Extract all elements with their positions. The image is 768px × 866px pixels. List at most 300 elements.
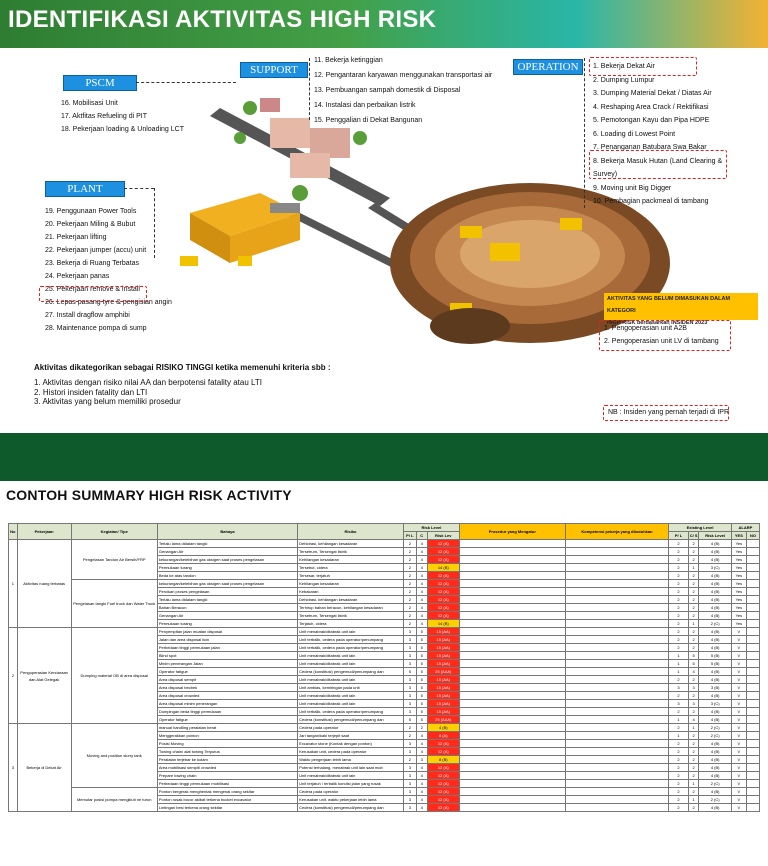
cell-prosedur: [459, 676, 565, 684]
cell-alarp-yes: Yes: [731, 540, 746, 548]
cell-kompetensi: [565, 804, 669, 812]
cell-kompetensi: [565, 764, 669, 772]
cell-prosedur: [459, 700, 565, 708]
connector-line: [124, 188, 154, 189]
page-title: IDENTIFIKASI AKTIVITAS HIGH RISK: [8, 6, 437, 33]
cell-kegiatan: Dumping material OB di area disposal: [71, 628, 157, 724]
cell-pl2: 2: [669, 780, 688, 788]
cell-kompetensi: [565, 700, 669, 708]
cell-c2: 1: [688, 796, 699, 804]
col-kompetensi: Kompetensi pekerja yang dibutuhkan: [565, 524, 669, 540]
cell-risk-level2: 4 (B): [699, 756, 731, 764]
cell-risiko: Unit menabrak/ditabrak unit lain: [298, 772, 404, 780]
list-item: 15. Penggalian di Dekat Bangunan: [314, 117, 423, 124]
cell-bahaya: Terlalu lama didalam tangki: [157, 540, 297, 548]
cell-risk-level2: 4 (B): [699, 676, 731, 684]
cell-pl2: 2: [669, 636, 688, 644]
cell-bahaya: Prepare towing chain: [157, 772, 297, 780]
cell-c: 4: [416, 564, 427, 572]
cell-risk-level: 12 (A): [427, 748, 459, 756]
cell-alarp-yes: V: [731, 644, 746, 652]
col-rl: Risk Lev: [427, 532, 459, 540]
cell-kompetensi: [565, 756, 669, 764]
cell-pl: 2: [403, 548, 416, 556]
cell-alarp-no: [746, 548, 759, 556]
cell-pl: 3: [403, 748, 416, 756]
cell-alarp-yes: V: [731, 764, 746, 772]
cell-c: 4: [416, 740, 427, 748]
cell-alarp-yes: Yes: [731, 580, 746, 588]
cell-risk-level2: 4 (B): [699, 580, 731, 588]
cell-bahaya: Area disposal becbek: [157, 684, 297, 692]
cell-risk-level: 14 (B): [427, 620, 459, 628]
cell-prosedur: [459, 636, 565, 644]
list-item: 20. Pekerjaan Miling & Bubut: [45, 221, 136, 228]
cell-alarp-yes: V: [731, 636, 746, 644]
cell-alarp-yes: V: [731, 740, 746, 748]
cell-bahaya: Menggerakkan ponton: [157, 732, 297, 740]
cell-c2: 1: [688, 780, 699, 788]
cell-risk-level: 8 (B): [427, 756, 459, 764]
list-item: 3. Dumping Material Dekat / Diatas Air: [593, 90, 712, 97]
cell-alarp-no: [746, 564, 759, 572]
cell-pl: 3: [403, 660, 416, 668]
cell-kompetensi: [565, 644, 669, 652]
cell-kompetensi: [565, 652, 669, 660]
cell-risk-level2: 4 (B): [699, 764, 731, 772]
cell-risk-level: 15 (AA): [427, 636, 459, 644]
cell-kegiatan: Moving and position slurry tank: [71, 724, 157, 788]
cell-kompetensi: [565, 796, 669, 804]
cell-risk-level: 12 (A): [427, 540, 459, 548]
cell-risiko: Cedera pada operator: [298, 724, 404, 732]
cell-risk-level2: 4 (B): [699, 588, 731, 596]
cell-c2: 2: [688, 740, 699, 748]
cell-risk-level2: 3 (B): [699, 684, 731, 692]
cell-kompetensi: [565, 724, 669, 732]
cell-c2: 2: [688, 756, 699, 764]
cell-risk-level: 12 (A): [427, 604, 459, 612]
cell-c: 4: [416, 580, 427, 588]
cell-c: 5: [416, 692, 427, 700]
cell-c2: 2: [688, 644, 699, 652]
cell-alarp-no: [746, 628, 759, 636]
cell-pl: 3: [403, 628, 416, 636]
cell-alarp-yes: Yes: [731, 620, 746, 628]
table-row: [9, 724, 760, 732]
cell-bahaya: manual handling peralatan berat: [157, 724, 297, 732]
cell-c: 4: [416, 732, 427, 740]
cell-risiko: Cedera (konstitusi) pengemudi/penumpang dan: [298, 716, 404, 724]
cell-kompetensi: [565, 604, 669, 612]
cell-alarp-yes: V: [731, 708, 746, 716]
cell-pl: 3: [403, 796, 416, 804]
cell-bahaya: Area disposal sempit: [157, 676, 297, 684]
cell-bahaya: Ponton rusak bocor akibat terkena bucket excavator: [157, 796, 297, 804]
cell-kompetensi: [565, 780, 669, 788]
cell-bahaya: kekurangan/kelebihan gas oksigen saat proses pengelasan: [157, 580, 297, 588]
cell-c2: 2: [688, 596, 699, 604]
cell-c: 4: [416, 588, 427, 596]
cell-pl2: 2: [669, 708, 688, 716]
cell-pekerjaan: Pengoperasian Kendaraan dan Alat Gelegak: [17, 628, 71, 724]
cell-alarp-no: [746, 556, 759, 564]
cell-risk-level2: 2 (C): [699, 796, 731, 804]
cell-c2: 2: [688, 748, 699, 756]
cell-alarp-no: [746, 708, 759, 716]
cell-alarp-yes: Yes: [731, 548, 746, 556]
list-item: 10. Pembagian packmeal di tambang: [593, 198, 709, 205]
cell-alarp-yes: V: [731, 732, 746, 740]
cell-risiko: Kebakaran: [298, 588, 404, 596]
cell-alarp-no: [746, 612, 759, 620]
cell-alarp-yes: V: [731, 652, 746, 660]
cell-pl2: 2: [669, 804, 688, 812]
cell-pl: 5: [403, 716, 416, 724]
cell-prosedur: [459, 668, 565, 676]
cell-kompetensi: [565, 596, 669, 604]
cell-bahaya: Blind spot: [157, 652, 297, 660]
cell-alarp-yes: V: [731, 780, 746, 788]
cell-c: 4: [416, 540, 427, 548]
cell-risk-level2: 4 (B): [699, 604, 731, 612]
cell-risk-level: 15 (AA): [427, 684, 459, 692]
cell-c: 5: [416, 628, 427, 636]
cell-kompetensi: [565, 628, 669, 636]
cell-bahaya: Posisi Moving: [157, 740, 297, 748]
cell-risk-level2: 2 (C): [699, 780, 731, 788]
cell-alarp-yes: Yes: [731, 612, 746, 620]
cell-kompetensi: [565, 572, 669, 580]
cell-alarp-no: [746, 732, 759, 740]
cell-kompetensi: [565, 740, 669, 748]
cell-kompetensi: [565, 620, 669, 628]
list-item: 23. Bekerja di Ruang Terbatas: [45, 260, 140, 267]
cell-kompetensi: [565, 580, 669, 588]
cell-risk-level: 12 (A): [427, 556, 459, 564]
cell-alarp-no: [746, 596, 759, 604]
list-item: 22. Pekerjaan jumper (accu) unit: [45, 247, 147, 254]
cell-risk-level: 15 (AA): [427, 708, 459, 716]
cell-bahaya: Terlalu lama didalam tangki: [157, 596, 297, 604]
cell-kompetensi: [565, 692, 669, 700]
cell-pl: 3: [403, 780, 416, 788]
connector-line: [309, 58, 310, 120]
cell-pl2: 2: [669, 612, 688, 620]
cell-prosedur: [459, 804, 565, 812]
cell-c2: 2: [688, 764, 699, 772]
cell-bahaya: Area disposal crowded: [157, 692, 297, 700]
cell-kompetensi: [565, 684, 669, 692]
highlight-box: [589, 57, 697, 76]
cell-prosedur: [459, 748, 565, 756]
cell-alarp-yes: V: [731, 692, 746, 700]
cell-risk-level: 15 (AA): [427, 700, 459, 708]
cell-c: 4: [416, 780, 427, 788]
cell-pl2: 3: [669, 700, 688, 708]
cell-alarp-yes: Yes: [731, 588, 746, 596]
cell-alarp-yes: V: [731, 796, 746, 804]
cell-c2: 2: [688, 612, 699, 620]
cell-pl: 3: [403, 676, 416, 684]
cell-risiko: Terjatuh, cidera: [298, 620, 404, 628]
cell-risiko: Terhirup bahan beracun, kehilangan kesadaran: [298, 604, 404, 612]
cell-pl: 2: [403, 588, 416, 596]
list-item: 8. Bekerja Masuk Hutan (Land Clearing &: [593, 157, 723, 165]
cell-risiko: Cedera (konstitusi) pengemudi/penumpang dan: [298, 804, 404, 812]
cell-c2: 2: [688, 604, 699, 612]
cell-c2: 2: [688, 732, 699, 740]
cell-bahaya: Dumpingan beda tinggi permukaan: [157, 708, 297, 716]
cell-risiko: Kehilangan kesadaran: [298, 580, 404, 588]
cell-pl2: 2: [669, 556, 688, 564]
cell-risk-level: 12 (A): [427, 548, 459, 556]
cell-pl: 3: [403, 652, 416, 660]
cell-prosedur: [459, 716, 565, 724]
cell-risk-level2: 4 (B): [699, 612, 731, 620]
support-label: SUPPORT: [240, 62, 308, 78]
cell-pl: 2: [403, 556, 416, 564]
cell-kompetensi: [565, 676, 669, 684]
cell-alarp-yes: V: [731, 628, 746, 636]
cell-c2: 2: [688, 636, 699, 644]
criteria-list: [34, 378, 262, 407]
cell-alarp-no: [746, 692, 759, 700]
cell-c: 4: [416, 604, 427, 612]
cell-pl: 2: [403, 612, 416, 620]
cell-alarp-yes: Yes: [731, 556, 746, 564]
cell-prosedur: [459, 596, 565, 604]
col-yes: YES: [731, 532, 746, 540]
cell-risk-level2: 4 (B): [699, 692, 731, 700]
section-divider: [0, 433, 768, 481]
cell-pl: 2: [403, 756, 416, 764]
cell-c2: 1: [688, 724, 699, 732]
cell-prosedur: [459, 732, 565, 740]
cell-alarp-yes: V: [731, 676, 746, 684]
cell-c: 5: [416, 700, 427, 708]
cell-risiko: Unit terjatuh / terbalik kondisi jalan yang rusak: [298, 780, 404, 788]
cell-c2: 2: [688, 540, 699, 548]
cell-risk-level2: 4 (B): [699, 628, 731, 636]
cell-pl: 2: [403, 596, 416, 604]
cell-pl2: 1: [669, 716, 688, 724]
cell-risk-level: 15 (AA): [427, 644, 459, 652]
cell-c: 4: [416, 788, 427, 796]
cell-pl: 2: [403, 580, 416, 588]
list-item: 3. Aktivitas yang belum memiliki prosedur: [34, 397, 181, 406]
cell-pl: 2: [403, 540, 416, 548]
cell-pl2: 2: [669, 724, 688, 732]
cell-risk-level: 12 (A): [427, 588, 459, 596]
cell-prosedur: [459, 588, 565, 596]
cell-pl: 3: [403, 764, 416, 772]
cell-risk-level: 8 (A): [427, 732, 459, 740]
cell-risiko: Jari tangan/kaki terjepit saat: [298, 732, 404, 740]
summary-title: CONTOH SUMMARY HIGH RISK ACTIVITY: [6, 487, 292, 503]
high-risk-table: [8, 523, 760, 810]
cell-pl2: 2: [669, 748, 688, 756]
cell-alarp-no: [746, 676, 759, 684]
cell-prosedur: [459, 644, 565, 652]
cell-risiko: Unit menabrak/ditabrak unit lain: [298, 652, 404, 660]
cell-bahaya: kekurangan/kelebihan gas oksigen saat proses pengelasan: [157, 556, 297, 564]
cell-pl2: 2: [669, 796, 688, 804]
cell-prosedur: [459, 708, 565, 716]
cell-c2: 5: [688, 652, 699, 660]
col-alarp: ALARP: [731, 524, 759, 532]
cell-no: 3: [9, 724, 18, 812]
cell-alarp-no: [746, 636, 759, 644]
cell-kompetensi: [565, 556, 669, 564]
cell-pl: 3: [403, 740, 416, 748]
cell-bahaya: Perbedaan tinggi permukaan mobilisasi: [157, 780, 297, 788]
cell-pl2: 1: [669, 660, 688, 668]
plant-list: [45, 205, 172, 335]
list-item: 1. Bekerja Dekat Air: [593, 63, 655, 70]
cell-c: 5: [416, 708, 427, 716]
cell-c2: 2: [688, 772, 699, 780]
cell-risiko: Unit menabrak/ditabrak unit lain: [298, 676, 404, 684]
cell-risk-level2: 4 (B): [699, 548, 731, 556]
list-item: 25. Pekerjaan remove & install: [45, 286, 140, 293]
pscm-label: PSCM: [63, 75, 137, 91]
cell-alarp-yes: V: [731, 772, 746, 780]
cell-risiko: Tersebut, cidera: [298, 564, 404, 572]
cell-alarp-no: [746, 700, 759, 708]
cell-bahaya: Bahan Beracun: [157, 604, 297, 612]
cell-pl: 2: [403, 620, 416, 628]
cell-no: 2: [9, 628, 18, 724]
cell-alarp-yes: V: [731, 700, 746, 708]
cell-alarp-no: [746, 588, 759, 596]
cell-prosedur: [459, 556, 565, 564]
cell-c: 4: [416, 796, 427, 804]
cell-c: 4: [416, 556, 427, 564]
cell-c: 5: [416, 660, 427, 668]
cell-risiko: Unit menabrak/ditabrak unit lain: [298, 692, 404, 700]
cell-c: 4: [416, 772, 427, 780]
highlight-box: [39, 286, 147, 302]
cell-risiko: Tersetrum, Tersengat listrik: [298, 612, 404, 620]
list-item: 2. Histori insiden fatality dan LTI: [34, 387, 148, 397]
cell-pl: 3: [403, 684, 416, 692]
cell-risk-level: 12 (A): [427, 740, 459, 748]
cell-pl: 2: [403, 572, 416, 580]
cell-risk-level2: 4 (B): [699, 644, 731, 652]
cell-pl2: 2: [669, 692, 688, 700]
list-item: Survey): [593, 171, 618, 178]
cell-risk-level: 15 (AA): [427, 660, 459, 668]
cell-prosedur: [459, 564, 565, 572]
cell-risk-level2: 2 (C): [699, 732, 731, 740]
cell-kompetensi: [565, 660, 669, 668]
cell-alarp-no: [746, 660, 759, 668]
cell-risk-level: 12 (A): [427, 596, 459, 604]
cell-pl2: 2: [669, 620, 688, 628]
cell-bahaya: Beda ke atas tandon: [157, 572, 297, 580]
cell-c2: 2: [688, 628, 699, 636]
cell-pl2: 2: [669, 548, 688, 556]
cell-risiko: Tersesar, terjatuh: [298, 572, 404, 580]
cell-risk-level2: 5 (B): [699, 652, 731, 660]
cell-c: 4: [416, 748, 427, 756]
cell-prosedur: [459, 572, 565, 580]
cell-prosedur: [459, 724, 565, 732]
cell-alarp-no: [746, 716, 759, 724]
list-item: 5. Pemotongan Kayu dan Pipa HDPE: [593, 117, 710, 124]
cell-c: 5: [416, 676, 427, 684]
cell-bahaya: Genangan Air: [157, 612, 297, 620]
cell-pl2: 1: [669, 668, 688, 676]
cell-bahaya: Penyempitan jalan muatan disposal: [157, 628, 297, 636]
cell-risk-level2: 4 (B): [699, 708, 731, 716]
cell-risk-level2: 4 (B): [699, 668, 731, 676]
cell-bahaya: Peralatan terjebar ke kolam: [157, 756, 297, 764]
cell-prosedur: [459, 692, 565, 700]
cell-pl: 3: [403, 644, 416, 652]
cell-alarp-yes: V: [731, 668, 746, 676]
cell-pl2: 2: [669, 572, 688, 580]
cell-risiko: Unit terbalik, cedera pada operator/penumpang: [298, 636, 404, 644]
cell-c: 4: [416, 612, 427, 620]
cell-risiko: Unit terbalik, cedera pada operator/penumpang: [298, 644, 404, 652]
cell-prosedur: [459, 684, 565, 692]
cell-pl2: 2: [669, 540, 688, 548]
cell-risk-level: 14 (B): [427, 564, 459, 572]
cell-pl2: 2: [669, 788, 688, 796]
cell-prosedur: [459, 796, 565, 804]
pscm-list: [61, 97, 184, 136]
cell-alarp-no: [746, 604, 759, 612]
cell-alarp-no: [746, 620, 759, 628]
cell-kompetensi: [565, 612, 669, 620]
cell-pl2: 1: [669, 732, 688, 740]
list-item: 1. Aktivitas dengan risiko nilai AA dan berpotensi fatality atau LTI: [34, 378, 262, 387]
cell-kompetensi: [565, 636, 669, 644]
cell-bahaya: Towing chain/ alat towing Terputus: [157, 748, 297, 756]
list-item: 11. Bekerja ketinggian: [314, 57, 383, 64]
cell-risiko: Dehidrasi, kehilangan kesadaran: [298, 540, 404, 548]
cell-risk-level: 12 (A): [427, 788, 459, 796]
cell-c2: 2: [688, 788, 699, 796]
cell-risiko: Waktu pengerjaan lebih lama: [298, 756, 404, 764]
cell-alarp-yes: V: [731, 660, 746, 668]
cell-risk-level2: 2 (C): [699, 620, 731, 628]
cell-bahaya: Ponton bergerak menghentak mengenai orang sekitar: [157, 788, 297, 796]
cell-pl: 2: [403, 564, 416, 572]
cell-prosedur: [459, 788, 565, 796]
cell-prosedur: [459, 652, 565, 660]
cell-pl: 3: [403, 700, 416, 708]
cell-prosedur: [459, 772, 565, 780]
cell-c: 3: [416, 756, 427, 764]
cell-c2: 4: [688, 668, 699, 676]
cell-kompetensi: [565, 588, 669, 596]
cell-risiko: Cedera (konstitusi) pengemudi/penumpang dan: [298, 668, 404, 676]
cell-c2: 2: [688, 588, 699, 596]
cell-risk-level2: 4 (B): [699, 740, 731, 748]
cell-risk-level2: 3 (C): [699, 564, 731, 572]
list-item: 7. Penanganan Batubara Swa Bakar: [593, 144, 707, 151]
list-item: 26. Lepas pasang tyre & pengisian angin: [45, 299, 172, 306]
cell-c2: 1: [688, 564, 699, 572]
cell-prosedur: [459, 620, 565, 628]
cell-c2: 2: [688, 548, 699, 556]
cell-alarp-no: [746, 780, 759, 788]
cell-bahaya: Permukaan turang: [157, 564, 297, 572]
cell-kompetensi: [565, 732, 669, 740]
